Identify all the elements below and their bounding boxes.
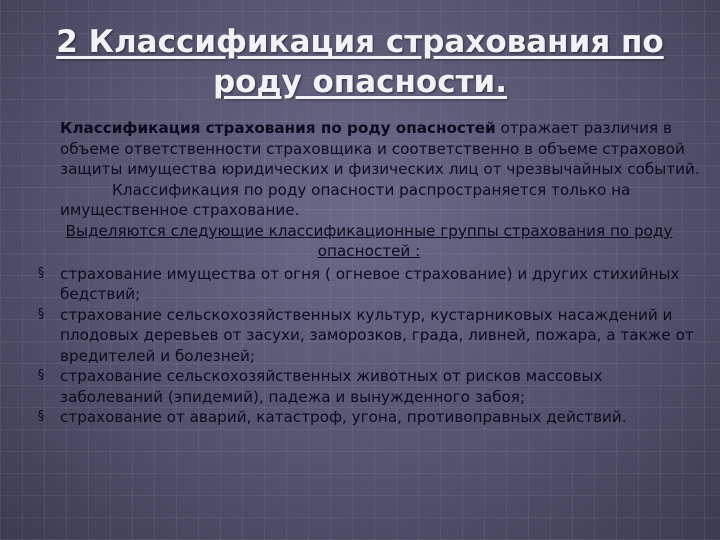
bullet-text: страхование имущества от огня ( огневое страхование) и других стихийных бедствий; [60,264,680,303]
intro-lead: Классификация страхования по роду опасностей [60,119,496,137]
scope-second: имущественное страхование. [60,201,300,219]
scope-paragraph [34,180,704,221]
bullet-icon: § [37,409,45,424]
groups-heading: Выделяются следующие классификационные группы страхования по роду опасностей : [65,221,673,260]
list-item [34,407,704,428]
bullet-text: страхование сельскохозяйственных культур, кустарниковых насаждений и плодовых деревьев от засухи, заморозков, града, ливней, пожара, а также от вредителей и болезней; [60,305,694,365]
bullet-icon: § [37,265,45,281]
bullet-list [34,264,704,428]
bullet-icon: § [37,306,45,322]
list-item [34,305,704,367]
intro-paragraph [34,118,704,180]
bullet-icon: § [37,368,45,383]
list-item [34,366,704,407]
slide-title: 2 Классификация страхования по роду опасности. [56,24,664,100]
list-item [34,264,704,305]
scope-first: Классификация по роду опасности распространяется только на [112,180,631,199]
intro-rest: отражает различия в объеме ответственности страховщика и соответственно в объеме страховой защиты имущества юридических и физических лиц от чрезвычайных событий. [60,119,700,178]
bullet-text: страхование от аварий, катастроф, угона, противоправных действий. [60,408,627,426]
bullet-text: страхование сельскохозяйственных животных от рисков массовых заболеваний (эпидемий), падежа и вынужденного забоя; [60,367,603,406]
slide-content [34,118,704,428]
